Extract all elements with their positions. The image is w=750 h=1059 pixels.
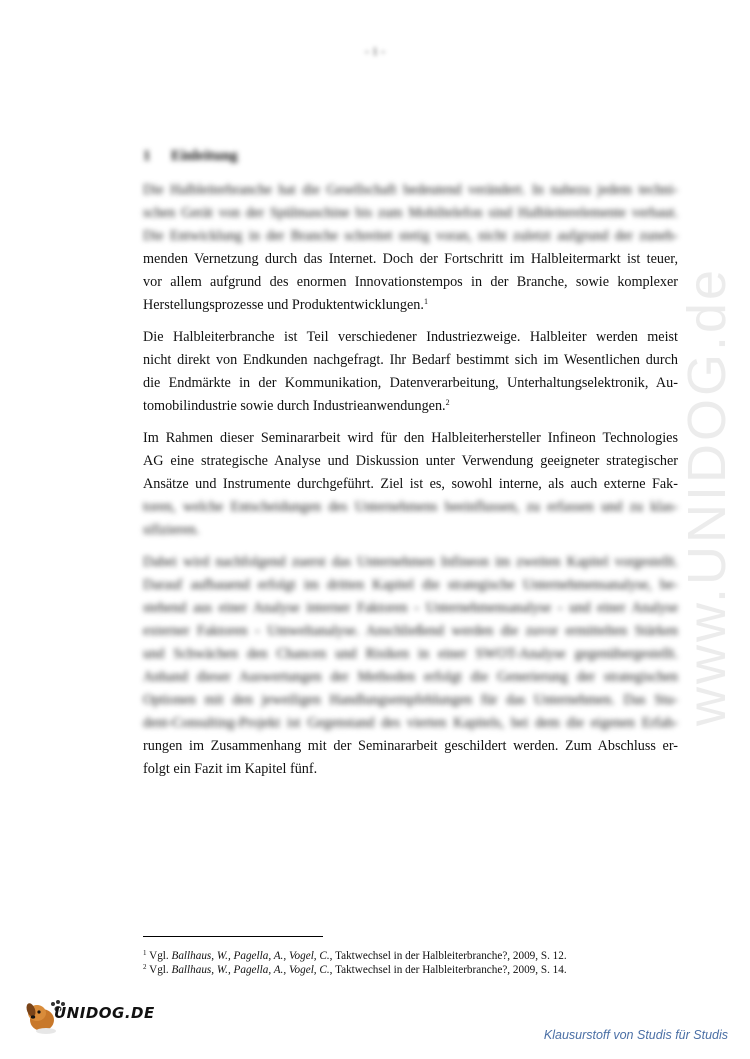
text-line-content: Ansätze und Instrumente durchgeführt. Ziel ist es, sowohl interne, als auch externe Fak- xyxy=(143,476,678,492)
text-line xyxy=(143,202,678,225)
page-number: - 1 - xyxy=(365,44,385,58)
text-line xyxy=(143,597,678,620)
text-line xyxy=(143,574,678,597)
text-line-content: Die Halbleiterbranche ist Teil verschiedener Industriezweige. Halbleiter werden meist xyxy=(143,329,678,345)
footnote-number: 1 xyxy=(143,949,147,957)
section-heading xyxy=(143,148,678,165)
text-line xyxy=(143,551,678,574)
footnote-number: 2 xyxy=(143,963,147,971)
footnote-prefix: Vgl. xyxy=(149,964,172,976)
footnote-source: , Taktwechsel in der Halbleiterbranche?, 2009, S. 14. xyxy=(329,964,567,976)
text-line xyxy=(143,620,678,643)
footnote-divider xyxy=(143,936,323,937)
logo-text[interactable]: UNIDOG.DE xyxy=(54,1004,155,1022)
text-line-content: Optionen mit den jeweiligen Handlungsempfehlungen für das Unternehmen. Das Stu- xyxy=(143,692,678,708)
footnote-authors: Ballhaus, W., Pagella, A., Vogel, C. xyxy=(171,950,330,962)
text-line xyxy=(143,712,678,735)
text-line xyxy=(143,271,678,294)
text-line-content: folgt ein Fazit im Kapitel fünf. xyxy=(143,761,318,777)
text-line-content: sifizieren. xyxy=(143,522,200,538)
text-line xyxy=(143,427,678,450)
text-line xyxy=(143,643,678,666)
text-line xyxy=(143,326,678,349)
paragraphs xyxy=(143,179,678,781)
watermark: www.UNIDOG.de xyxy=(677,266,737,726)
footnotes xyxy=(143,949,683,977)
footnote-ref: 2 xyxy=(445,398,450,407)
text-line-content: schen Gerät von der Spülmaschine bis zum Mobiltelefon sind Halbleiterelemente verbaut. xyxy=(143,205,678,221)
text-line xyxy=(143,372,678,395)
text-line xyxy=(143,450,678,473)
tagline: Klausurstoff von Studis für Studis xyxy=(543,1028,728,1042)
text-line xyxy=(143,225,678,248)
text-line xyxy=(143,496,678,519)
footnote-ref: 1 xyxy=(423,297,428,306)
text-line-content: Anhand dieser Auswertungen der Methoden erfolgt die Generierung der strategischen xyxy=(143,669,678,685)
text-line xyxy=(143,666,678,689)
footnote xyxy=(143,963,683,977)
text-line xyxy=(143,473,678,496)
footnote-authors: Ballhaus, W., Pagella, A., Vogel, C. xyxy=(171,964,330,976)
text-line-content: externer Faktoren - Umweltanalyse. Anschließend werden die zuvor ermittelten Stärken xyxy=(143,623,678,639)
text-line-content: AG eine strategische Analyse und Diskussion unter Verwendung geeigneter strategischer xyxy=(143,453,678,469)
text-line-content: Dabei wird nachfolgend zuerst das Unternehmen Infineon im zweiten Kapitel vorgestellt. xyxy=(143,554,678,570)
paragraph xyxy=(143,427,678,542)
text-line-content: menden Vernetzung durch das Internet. Doch der Fortschritt im Halbleitermarkt ist teuer, xyxy=(143,251,678,267)
document-body xyxy=(143,148,678,790)
text-line xyxy=(143,349,678,372)
text-line-content: vor allem aufgrund des enormen Innovationstempos in der Branche, sowie komplexer xyxy=(143,274,678,290)
section-number: 1 xyxy=(143,148,151,164)
footnote-prefix: Vgl. xyxy=(149,950,172,962)
text-line-content: dent-Consulting-Projekt ist Gegenstand des vierten Kapitels, bei dem die eigenen Erfah- xyxy=(143,715,678,731)
section-title: Einleitung xyxy=(171,148,238,164)
text-line-content: stehend aus einer Analyse interner Faktoren - Unternehmensanalyse - und einer Analyse xyxy=(143,600,678,616)
paragraph xyxy=(143,551,678,781)
paragraph xyxy=(143,326,678,418)
text-line-content: Im Rahmen dieser Seminararbeit wird für den Halbleiterhersteller Infineon Technologies xyxy=(143,430,678,446)
footnote-source: , Taktwechsel in der Halbleiterbranche?, 2009, S. 12. xyxy=(329,950,567,962)
text-line-content: Herstellungsprozesse und Produktentwicklungen. xyxy=(143,297,424,313)
text-line xyxy=(143,689,678,712)
text-line xyxy=(143,179,678,202)
text-line-content: rungen im Zusammenhang mit der Seminararbeit geschildert werden. Zum Abschluss er- xyxy=(143,738,678,754)
text-line-content: Die Entwicklung in der Branche schreitet stetig voran, nicht zuletzt aufgrund der zuneh- xyxy=(143,228,678,244)
text-line-content: Darauf aufbauend erfolgt im dritten Kapitel die strategische Unternehmensanalyse, be- xyxy=(143,577,678,593)
text-line-content: tomobilindustrie sowie durch Industrieanwendungen. xyxy=(143,398,446,414)
paragraph xyxy=(143,179,678,317)
text-line-content: nicht direkt von Endkunden nachgefragt. Ihr Bedarf bestimmt sich im Wesentlichen durch xyxy=(143,352,678,368)
text-line xyxy=(143,395,678,418)
text-line-content: toren, welche Entscheidungen des Unternehmens beeinflussen, zu erfassen und zu klas- xyxy=(143,499,678,515)
text-line xyxy=(143,735,678,758)
text-line-content: Die Halbleiterbranche hat die Gesellschaft bedeutend verändert. In nahezu jedem techni- xyxy=(143,182,678,198)
text-line-content: und Schwächen den Chancen und Risiken in einer SWOT-Analyse gegenübergestellt. xyxy=(143,646,678,662)
text-line xyxy=(143,519,678,542)
text-line xyxy=(143,758,678,781)
text-line xyxy=(143,248,678,271)
text-line xyxy=(143,294,678,317)
text-line-content: die Endmärkte in der Kommunikation, Datenverarbeitung, Unterhaltungselektronik, Au- xyxy=(143,375,678,391)
footnote xyxy=(143,949,683,963)
